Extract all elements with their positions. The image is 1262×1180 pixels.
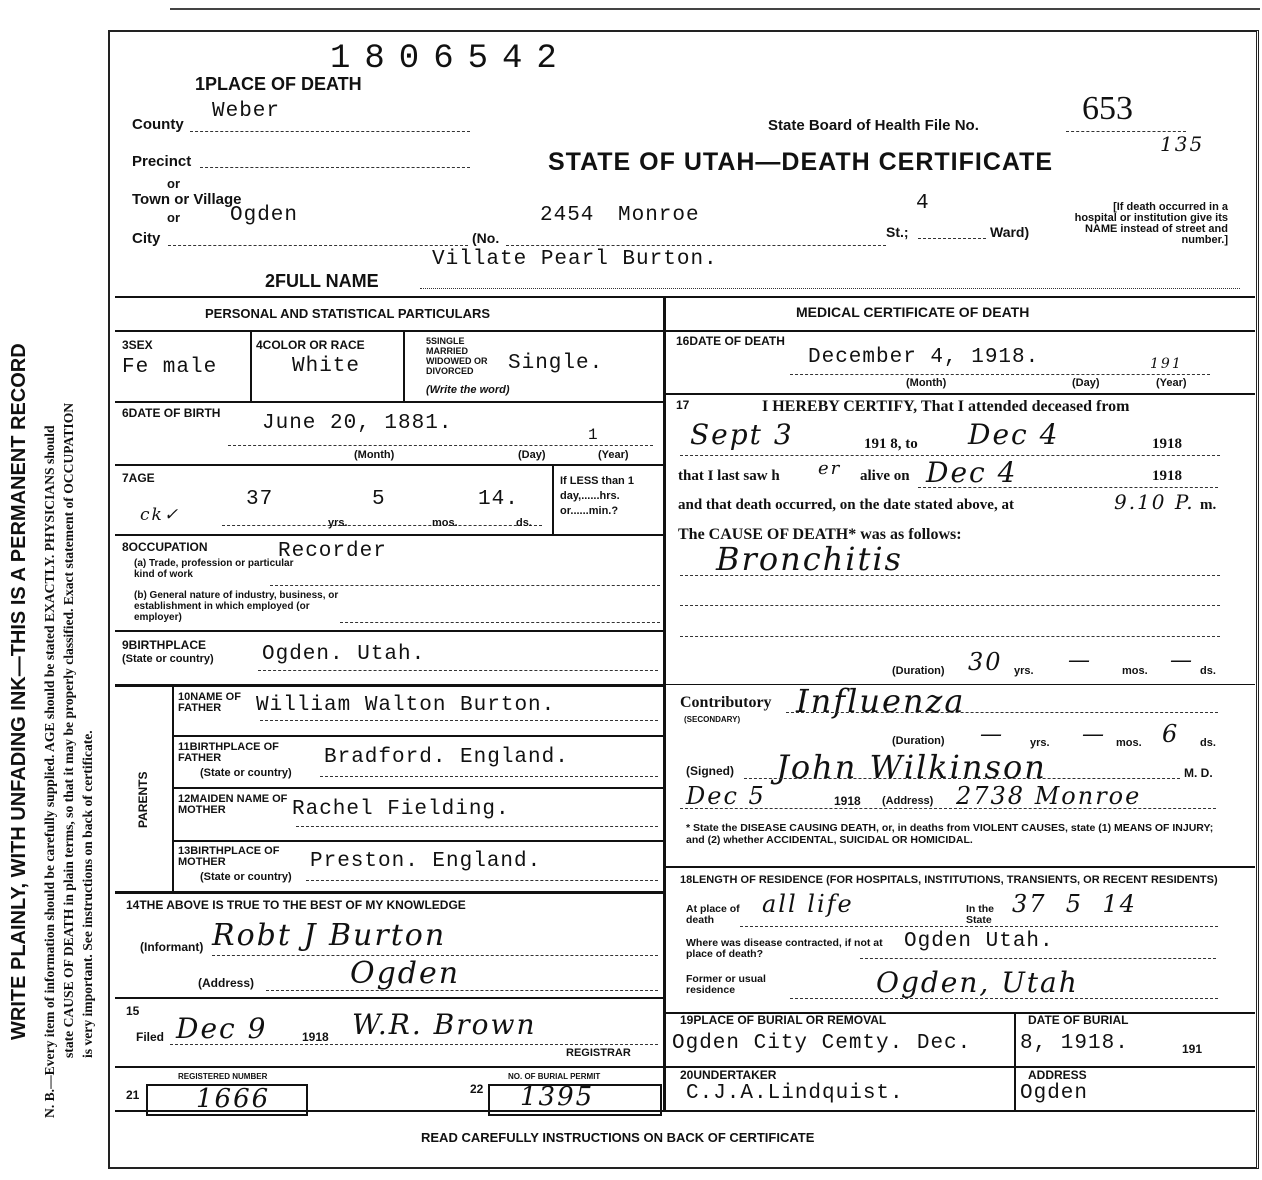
physician-address: 2738 Monroe <box>956 782 1142 810</box>
attended-to-year: 1918 <box>1152 436 1182 452</box>
contracted-value: Ogden Utah. <box>904 930 1054 953</box>
extra-mark: 135 <box>1160 132 1205 156</box>
burial-place-value: Ogden City Cemty. Dec. <box>672 1032 972 1055</box>
death-day-label: (Day) <box>1072 377 1100 389</box>
cause-label: The CAUSE OF DEATH* was as follows: <box>678 526 962 543</box>
contributory-label: Contributory <box>680 694 772 711</box>
occurred-text: and that death occurred, on the date stated above, at <box>678 497 1014 513</box>
undertaker-label: 20UNDERTAKER <box>680 1068 777 1082</box>
burial-permit-22: 22 <box>470 1082 484 1096</box>
precinct-label: Precinct <box>132 153 192 170</box>
informant-address-label: (Address) <box>198 976 255 990</box>
signed-year: 1918 <box>834 794 861 808</box>
registered-number-value: 1666 <box>196 1084 271 1114</box>
undertaker-value: C.J.A.Lindquist. <box>686 1082 904 1105</box>
age-days: 14. <box>478 488 519 511</box>
last-saw-text: that I last saw h <box>678 468 780 484</box>
county-label: County <box>132 116 184 133</box>
marital-write-note: (Write the word) <box>426 384 510 396</box>
contrib-duration-label: (Duration) <box>892 735 945 747</box>
top-edge <box>170 8 1260 10</box>
contributory-value: Influenza <box>796 682 966 720</box>
sidebar-note-line1: N. B.—Every item of information should be carefully supplied. AGE should be stated EXACTLY. PHYSICIANS should <box>42 425 57 1118</box>
occupation-note-b: (b) General nature of industry, business, or establishment in which employed (or employer) <box>134 590 339 623</box>
marital-label: 5SINGLE MARRIED WIDOWED OR DIVORCED <box>426 336 488 376</box>
age-ds-label: ds. <box>516 517 532 529</box>
ward-label: Ward) <box>990 224 1030 240</box>
secondary-label: (SECONDARY) <box>684 715 741 724</box>
date-of-death-year-suffix: 191 <box>1150 356 1183 372</box>
certify-number: 17 <box>676 398 690 412</box>
color-label: 4COLOR OR RACE <box>256 338 365 352</box>
birthplace-sublabel: (State or country) <box>122 653 214 665</box>
street-number: 2454 <box>540 204 595 227</box>
cause-duration-ds-label: ds. <box>1200 665 1216 677</box>
father-birthplace-value: Bradford. England. <box>324 746 569 769</box>
last-saw-date: Dec 4 <box>926 456 1018 489</box>
birthplace-value: Ogden. Utah. <box>262 643 426 666</box>
cause-duration-yrs: yrs. <box>1014 665 1034 677</box>
mother-birthplace-value: Preston. England. <box>310 850 542 873</box>
death-month-label: (Month) <box>906 377 947 389</box>
registrar-label: REGISTRAR <box>566 1047 631 1059</box>
father-birthplace-sublabel: (State or country) <box>200 767 292 779</box>
dob-label: 6DATE OF BIRTH <box>122 406 221 420</box>
sex-label: 3SEX <box>122 338 153 352</box>
date-of-death-value: December 4, 1918. <box>808 346 1040 369</box>
place-of-death-heading: 1PLACE OF DEATH <box>195 74 362 94</box>
md-label: M. D. <box>1184 766 1213 780</box>
footnote: * State the DISEASE CAUSING DEATH, or, in deaths from VIOLENT CAUSES, state (1) MEANS OF INJURY; and (2) whether ACCIDENTAL, SUICIDAL OR HOMICIDAL. <box>686 822 1214 846</box>
informant-label: (Informant) <box>140 940 204 954</box>
or-label-2: or <box>167 210 180 225</box>
former-residence-label: Former or usual residence <box>686 973 766 996</box>
dob-year-label: (Year) <box>598 449 629 461</box>
filed-number: 15 <box>126 1004 140 1018</box>
contrib-duration-ds: 6 <box>1162 720 1180 748</box>
marital-value: Single. <box>508 352 604 375</box>
file-no-label: State Board of Health File No. <box>768 117 979 134</box>
city-value: Ogden <box>230 204 299 227</box>
or-label-1: or <box>167 176 180 191</box>
mother-label: 12MAIDEN NAME OF MOTHER <box>178 793 288 816</box>
color-value: White <box>292 355 361 378</box>
age-months: 5 <box>372 488 386 511</box>
registered-21: 21 <box>126 1088 140 1102</box>
contrib-duration-ds-label: ds. <box>1200 737 1216 749</box>
father-label: 10NAME OF FATHER <box>178 691 241 714</box>
former-residence-value: Ogden, Utah <box>876 966 1079 999</box>
at-place-label: At place of death <box>686 903 740 926</box>
age-check-mark: ck✓ <box>140 505 181 525</box>
sidebar-note-line2: state CAUSE OF DEATH in plain terms, so that it may be properly classified. Exact statement of OCCUPATION <box>61 402 76 1058</box>
street-name: Monroe <box>618 204 700 227</box>
full-name-label: 2FULL NAME <box>265 271 379 291</box>
alive-on-text: alive on <box>860 468 910 484</box>
county-value: Weber <box>212 100 281 123</box>
last-saw-pronoun: er <box>818 458 842 479</box>
mother-birthplace-sublabel: (State or country) <box>200 871 292 883</box>
father-birthplace-label: 11BIRTHPLACE OF FATHER <box>178 741 279 764</box>
contrib-duration-mos-label: mos. <box>1116 737 1142 749</box>
certificate-title: STATE OF UTAH—DEATH CERTIFICATE <box>548 148 1054 176</box>
physician-address-label: (Address) <box>882 795 934 807</box>
parents-label: PARENTS <box>136 771 150 828</box>
street-no-label: (No. <box>472 230 500 246</box>
sidebar-permanent-record: WRITE PLAINLY, WITH UNFADING INK—THIS IS A PERMANENT RECORD <box>8 343 30 1040</box>
contrib-duration-years: — <box>980 722 1004 747</box>
personal-heading: PERSONAL AND STATISTICAL PARTICULARS <box>205 306 491 321</box>
occupation-note-a: (a) Trade, profession or particular kind of work <box>134 558 294 580</box>
filed-year: 1918 <box>302 1030 329 1044</box>
cause-duration-mos: — <box>1068 648 1092 673</box>
age-mos-label: mos. <box>432 517 458 529</box>
attended-from-year: 191 8, to <box>864 436 918 452</box>
time-m-label: m. <box>1200 497 1217 513</box>
hospital-note: [If death occurred in a hospital or institution give its NAME instead of street and number.] <box>1074 201 1228 246</box>
occupation-label: 8OCCUPATION <box>122 540 208 554</box>
age-label: 7AGE <box>122 471 155 485</box>
physician-signature: John Wilkinson <box>776 748 1047 786</box>
date-of-death-label: 16DATE OF DEATH <box>676 334 785 348</box>
time-of-death: 9.10 P. <box>1114 490 1195 514</box>
registrar-signature: W.R. Brown <box>352 1008 537 1041</box>
cause-duration-label: (Duration) <box>892 665 945 677</box>
signed-label: (Signed) <box>686 764 734 778</box>
informant-address-value: Ogden <box>350 956 461 991</box>
informant-signature: Robt J Burton <box>212 918 447 953</box>
cause-duration-years: 30 <box>968 648 1003 676</box>
cause-value: Bronchitis <box>716 540 903 578</box>
dob-mark: 1 <box>588 426 599 444</box>
burial-place-label: 19PLACE OF BURIAL OR REMOVAL <box>680 1013 887 1027</box>
contrib-duration-yrs: yrs. <box>1030 737 1050 749</box>
attended-from: Sept 3 <box>690 418 794 451</box>
certify-text: I HEREBY CERTIFY, That I attended deceased from <box>762 398 1130 415</box>
mother-birthplace-label: 13BIRTHPLACE OF MOTHER <box>178 845 280 868</box>
signed-date: Dec 5 <box>686 782 766 810</box>
cause-duration-mos-label: mos. <box>1122 665 1148 677</box>
undertaker-address-value: Ogden <box>1020 1082 1089 1105</box>
attended-to: Dec 4 <box>968 418 1060 451</box>
undertaker-address-label: ADDRESS <box>1028 1068 1087 1082</box>
dob-month-label: (Month) <box>354 449 395 461</box>
dob-day-label: (Day) <box>518 449 546 461</box>
birthplace-label: 9BIRTHPLACE <box>122 638 207 652</box>
filed-label: Filed <box>136 1030 165 1044</box>
in-state-label: In the State <box>966 903 994 926</box>
st-label: St.; <box>886 224 909 240</box>
burial-year-suffix: 191 <box>1182 1042 1203 1056</box>
last-saw-year: 1918 <box>1152 468 1182 484</box>
death-year-label: (Year) <box>1156 377 1187 389</box>
age-yrs-label: yrs. <box>328 517 348 529</box>
town-label: Town or Village <box>132 191 242 208</box>
residence-heading: 18LENGTH OF RESIDENCE (FOR HOSPITALS, INSTITUTIONS, TRANSIENTS, OR RECENT RESIDENTS) <box>680 874 1218 886</box>
file-no-value: 653 <box>1082 90 1133 127</box>
full-name-value: Villate Pearl Burton. <box>432 248 718 271</box>
at-place-value: all life <box>762 890 854 918</box>
contracted-label: Where was disease contracted, if not at place of death? <box>686 937 883 960</box>
serial-number: 1806542 <box>330 40 571 78</box>
city-label: City <box>132 230 161 247</box>
mother-value: Rachel Fielding. <box>292 798 510 821</box>
footer-instructions: READ CAREFULLY INSTRUCTIONS ON BACK OF CERTIFICATE <box>421 1130 815 1145</box>
burial-date-value: 8, 1918. <box>1020 1032 1129 1055</box>
dob-value: June 20, 1881. <box>262 412 453 435</box>
burial-date-label: DATE OF BURIAL <box>1028 1013 1129 1027</box>
father-value: William Walton Burton. <box>256 694 556 717</box>
registered-number-label: REGISTERED NUMBER <box>178 1072 268 1081</box>
occupation-value: Recorder <box>278 540 387 563</box>
ward-number: 4 <box>916 192 930 215</box>
age-less-than-note: If LESS than 1 day,......hrs. or......min.? <box>560 475 634 517</box>
age-years: 37 <box>246 488 274 511</box>
informant-heading: 14THE ABOVE IS TRUE TO THE BEST OF MY KNOWLEDGE <box>126 898 466 912</box>
cause-duration-ds: — <box>1170 648 1194 673</box>
burial-permit-label: NO. OF BURIAL PERMIT <box>508 1072 601 1081</box>
sidebar-note-line3: is very important. See instructions on back of certificate. <box>80 730 95 1058</box>
sex-value: Fe male <box>122 356 218 379</box>
medical-heading: MEDICAL CERTIFICATE OF DEATH <box>796 304 1030 320</box>
in-state-value: 37 5 14 <box>1012 890 1137 918</box>
filed-date: Dec 9 <box>176 1012 268 1045</box>
contrib-duration-mos: — <box>1082 722 1106 747</box>
burial-permit-value: 1395 <box>520 1082 595 1112</box>
